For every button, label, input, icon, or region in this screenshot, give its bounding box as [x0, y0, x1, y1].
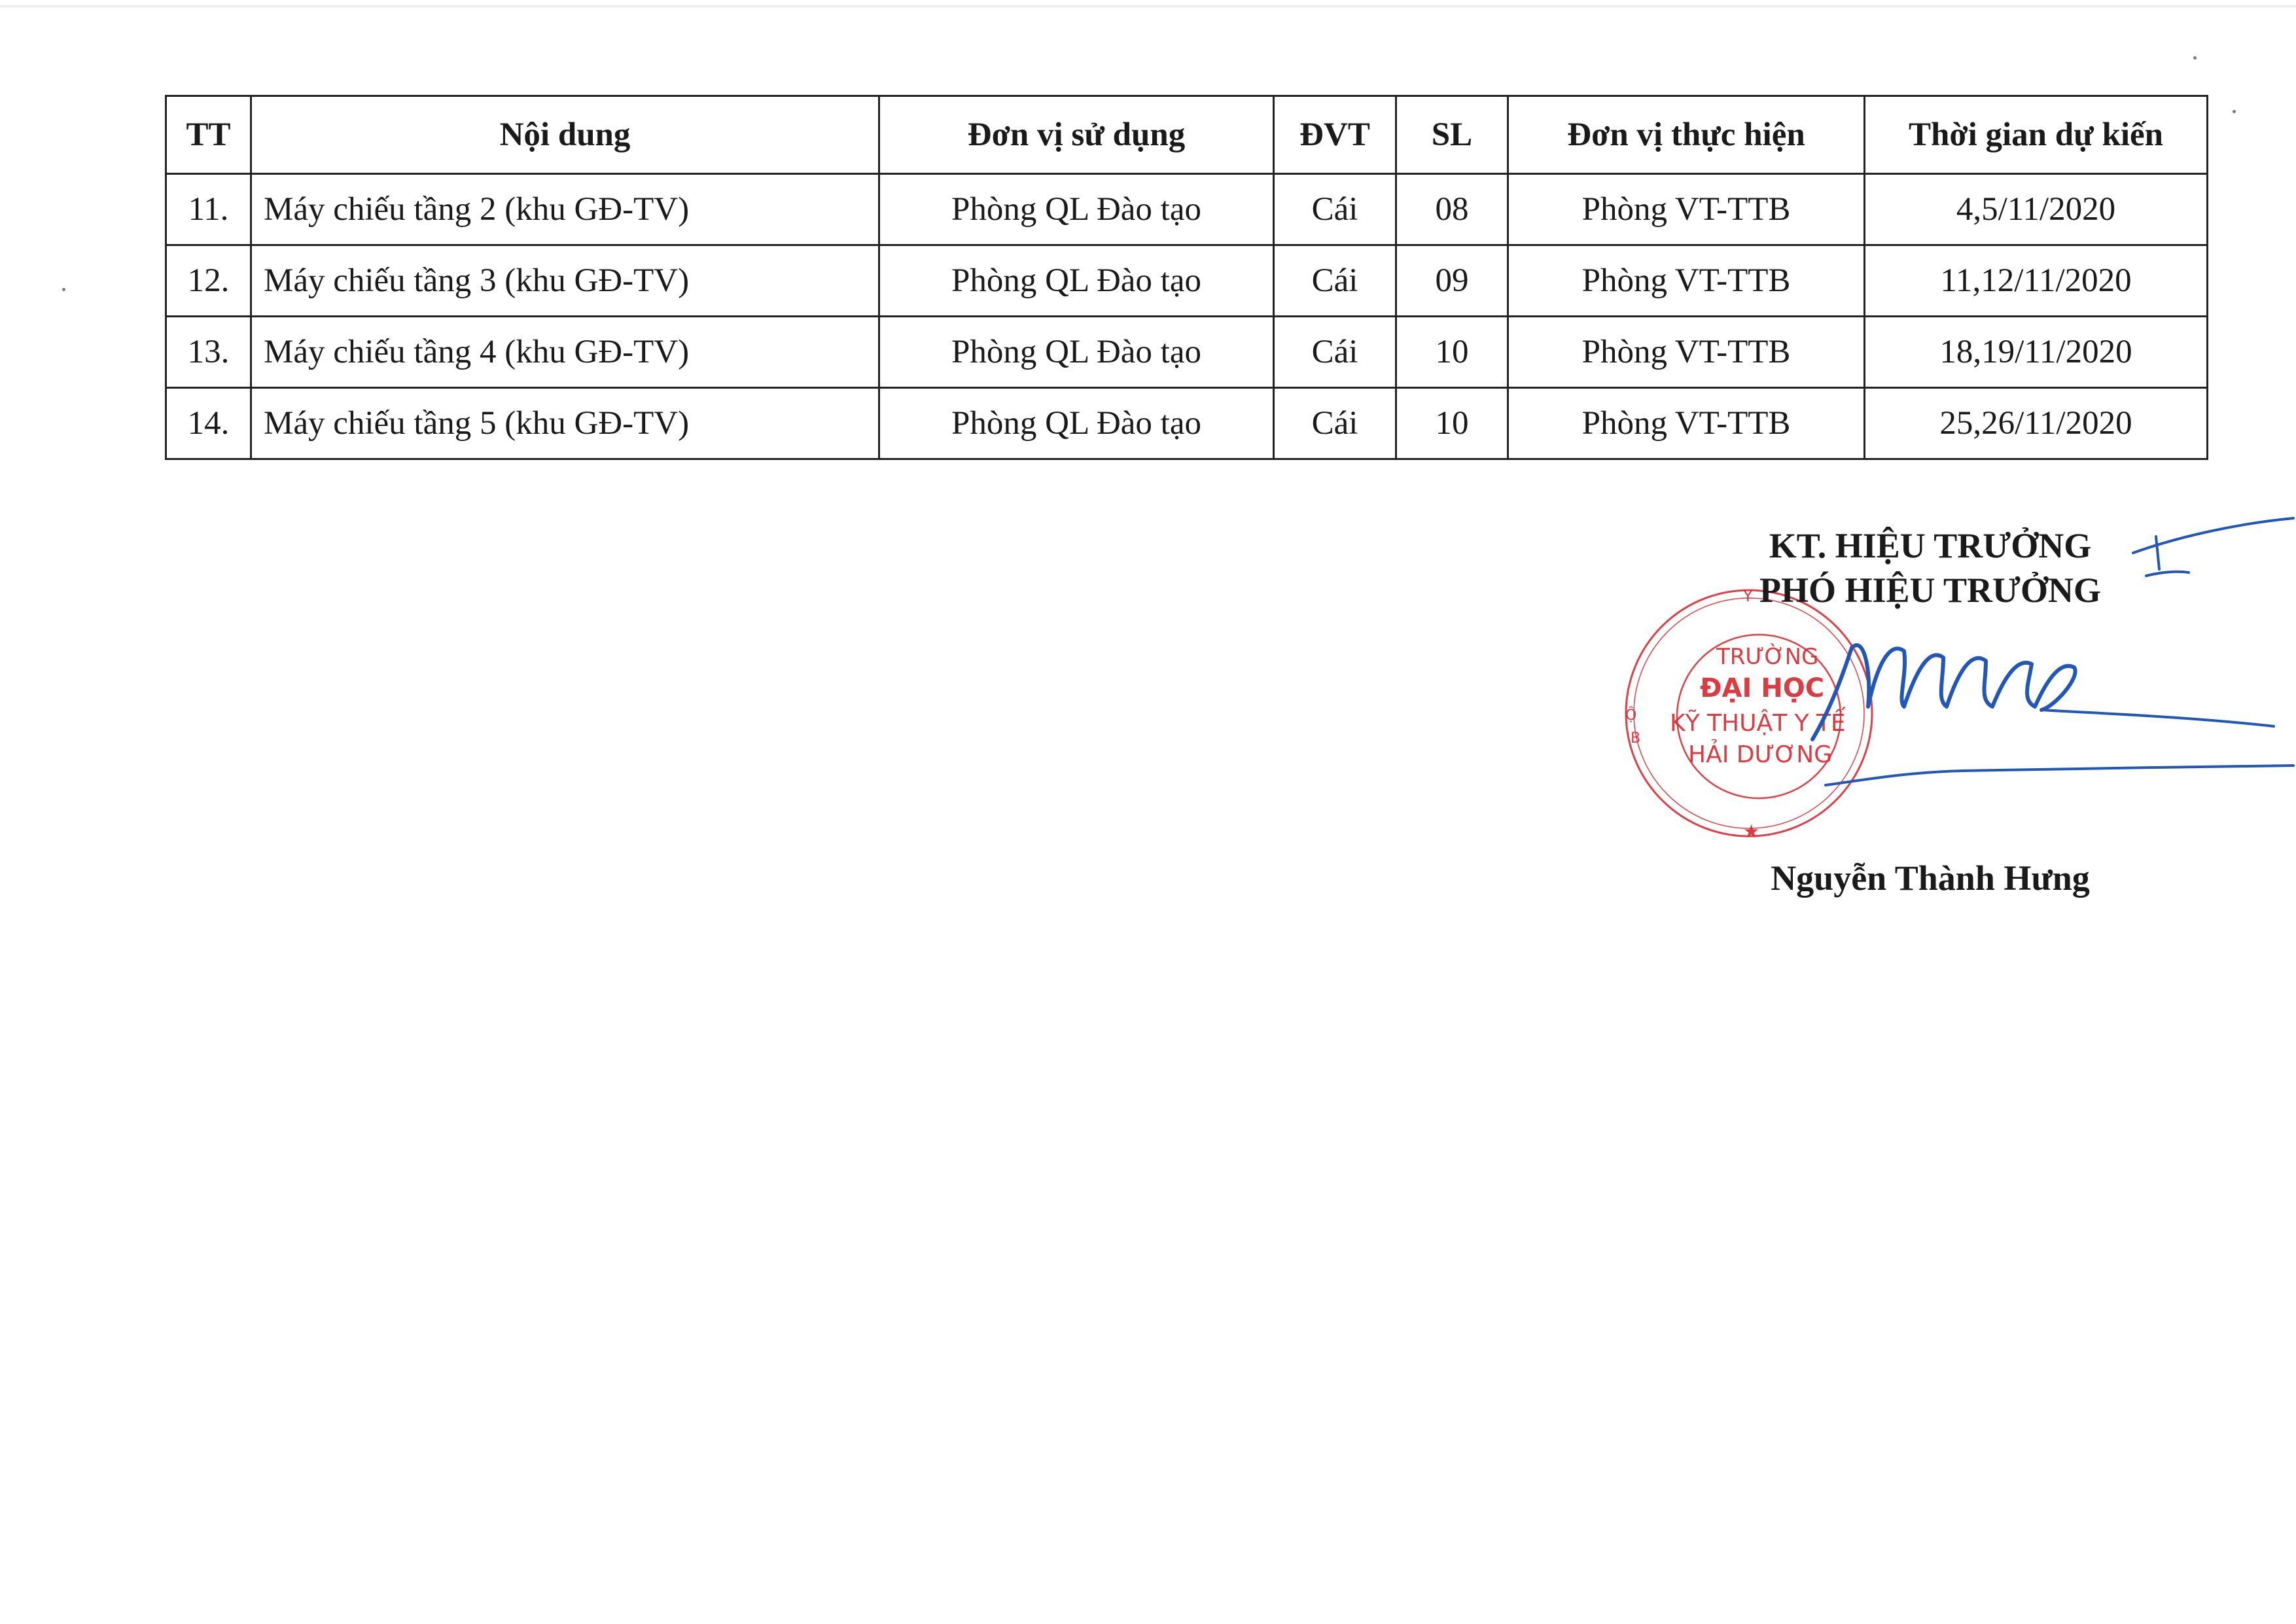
cell-dvt: Cái [1274, 245, 1396, 317]
cell-don-vi-su-dung: Phòng QL Đào tạo [879, 245, 1274, 317]
header-don-vi-su-dung: Đơn vị sử dụng [879, 96, 1274, 174]
seal-line-1: TRƯỜNG [1716, 644, 1819, 670]
handwritten-signature [1793, 510, 2296, 824]
cell-tt: 14. [166, 388, 251, 459]
header-thoi-gian: Thời gian dự kiến [1865, 96, 2208, 174]
scan-speck [2233, 110, 2236, 113]
cell-don-vi-thuc-hien: Phòng VT-TTB [1508, 317, 1865, 388]
table-row [166, 317, 2208, 388]
seal-line-2: ĐẠI HỌC [1700, 673, 1825, 703]
equipment-schedule-table [165, 95, 2208, 460]
signer-title-line-2: PHÓ HIỆU TRƯỞNG [1759, 571, 2102, 610]
seal-side-letter-b: B [1631, 730, 1641, 747]
scan-top-edge [0, 5, 2296, 8]
cell-sl: 10 [1396, 317, 1508, 388]
cell-thoi-gian: 25,26/11/2020 [1865, 388, 2208, 459]
cell-thoi-gian: 11,12/11/2020 [1865, 245, 2208, 317]
header-tt: TT [166, 96, 251, 174]
cell-tt: 13. [166, 317, 251, 388]
cell-noi-dung: Máy chiếu tầng 2 (khu GĐ-TV) [251, 174, 879, 245]
seal-top-letter: Y [1743, 587, 1753, 605]
header-don-vi-thuc-hien: Đơn vị thực hiện [1508, 96, 1865, 174]
cell-thoi-gian: 18,19/11/2020 [1865, 317, 2208, 388]
seal-line-4: HẢI DƯƠNG [1688, 741, 1833, 768]
table-row [166, 388, 2208, 459]
seal-line-3: KỸ THUẬT Y TẾ [1670, 710, 1846, 737]
cell-don-vi-thuc-hien: Phòng VT-TTB [1508, 388, 1865, 459]
cell-noi-dung: Máy chiếu tầng 5 (khu GĐ-TV) [251, 388, 879, 459]
header-noi-dung: Nội dung [251, 96, 879, 174]
table-row [166, 174, 2208, 245]
cell-thoi-gian: 4,5/11/2020 [1865, 174, 2208, 245]
cell-don-vi-su-dung: Phòng QL Đào tạo [879, 388, 1274, 459]
cell-sl: 09 [1396, 245, 1508, 317]
seal-side-letters: Ộ [1625, 707, 1637, 724]
cell-tt: 12. [166, 245, 251, 317]
header-dvt: ĐVT [1274, 96, 1396, 174]
signer-name: Nguyễn Thành Hưng [1771, 858, 2090, 898]
scan-speck [2193, 56, 2197, 60]
table-row [166, 245, 2208, 317]
cell-noi-dung: Máy chiếu tầng 4 (khu GĐ-TV) [251, 317, 879, 388]
cell-don-vi-thuc-hien: Phòng VT-TTB [1508, 174, 1865, 245]
cell-noi-dung: Máy chiếu tầng 3 (khu GĐ-TV) [251, 245, 879, 317]
cell-don-vi-su-dung: Phòng QL Đào tạo [879, 174, 1274, 245]
cell-don-vi-su-dung: Phòng QL Đào tạo [879, 317, 1274, 388]
cell-sl: 10 [1396, 388, 1508, 459]
cell-tt: 11. [166, 174, 251, 245]
table-header-row [166, 96, 2208, 174]
cell-dvt: Cái [1274, 317, 1396, 388]
header-sl: SL [1396, 96, 1508, 174]
scan-speck [62, 288, 65, 291]
cell-don-vi-thuc-hien: Phòng VT-TTB [1508, 245, 1865, 317]
seal-star: ★ [1743, 821, 1760, 842]
cell-dvt: Cái [1274, 388, 1396, 459]
cell-sl: 08 [1396, 174, 1508, 245]
signer-title-line-1: KT. HIỆU TRƯỞNG [1769, 526, 2092, 565]
cell-dvt: Cái [1274, 174, 1396, 245]
